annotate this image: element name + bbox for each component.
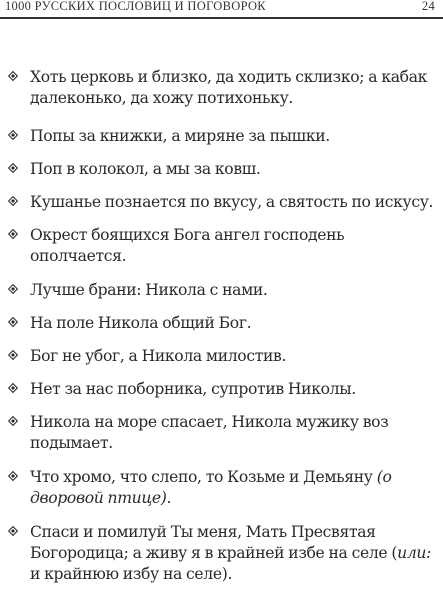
proverb-text: Кушанье познается по вкусу, а святость по искусу. bbox=[30, 193, 434, 211]
diamond-bullet-icon bbox=[8, 196, 18, 206]
diamond-bullet-icon bbox=[8, 229, 18, 239]
proverb-text: На поле Никола общий Бог. bbox=[30, 314, 252, 332]
proverb-text: Поп в колокол, а мы за ковш. bbox=[30, 160, 261, 178]
proverb-tail: и крайнюю избу на селе). bbox=[30, 565, 233, 583]
diamond-bullet-icon bbox=[8, 71, 18, 81]
diamond-bullet-icon bbox=[8, 526, 18, 536]
diamond-bullet-icon bbox=[8, 416, 18, 426]
running-header bbox=[5, 0, 435, 14]
diamond-bullet-icon bbox=[8, 317, 18, 327]
diamond-bullet-icon bbox=[8, 163, 18, 173]
proverb-text: Попы за книжки, а миряне за пышки. bbox=[30, 127, 330, 145]
proverb-text: Нет за нас поборника, супротив Николы. bbox=[30, 380, 356, 398]
proverb-main: Спаси и помилуй Ты меня, Мать Пресвятая Богородица; а живу я в крайней избе на селе ( bbox=[30, 523, 398, 562]
page-number: 24 bbox=[421, 0, 435, 13]
proverb-text: Хоть церковь и близко, да ходить склизко; а кабак далеконько, да хожу потихоньку. bbox=[30, 68, 428, 107]
diamond-bullet-icon bbox=[8, 130, 18, 140]
proverb-tail: . bbox=[166, 489, 172, 507]
proverb-note: или: bbox=[397, 544, 432, 562]
proverb-text: Бог не убог, а Никола милостив. bbox=[30, 347, 287, 365]
diamond-bullet-icon bbox=[8, 284, 18, 294]
proverb-main: Что хромо, что слепо, то Козьме и Демьяну bbox=[30, 468, 377, 486]
diamond-bullet-icon bbox=[8, 471, 18, 481]
proverb-note: (о дворовой птице) bbox=[30, 468, 392, 507]
proverb-text bbox=[30, 467, 435, 509]
proverb-text: Лучше брани: Никола с нами. bbox=[30, 281, 268, 299]
proverb-text bbox=[30, 522, 435, 585]
diamond-bullet-icon bbox=[8, 383, 18, 393]
book-title: 1000 РУССКИХ ПОСЛОВИЦ И ПОГОВОРОК bbox=[5, 0, 266, 13]
proverb-text: Никола на море спасает, Никола мужику воз подымает. bbox=[30, 413, 389, 452]
diamond-bullet-icon bbox=[8, 350, 18, 360]
proverb-text: Окрест боящихся Бога ангел господень ополчается. bbox=[30, 226, 345, 265]
header-rule bbox=[0, 17, 443, 19]
